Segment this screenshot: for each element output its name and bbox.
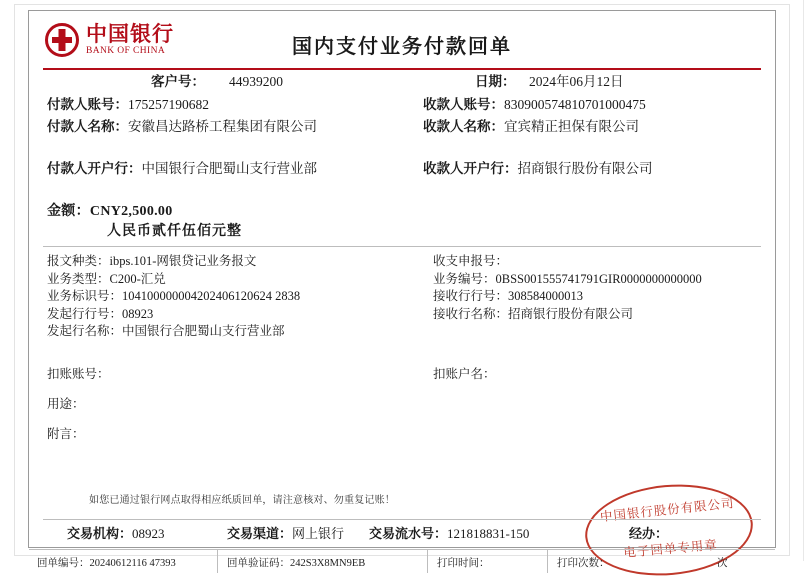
payer-name-label: 付款人名称：	[47, 119, 128, 134]
debit-account-name-label: 扣账户名：	[433, 366, 496, 381]
declaration-no-label: 收支申报号：	[433, 254, 509, 268]
amount-in-words: 人民币贰仟伍佰元整	[107, 224, 242, 239]
header-divider	[43, 68, 761, 70]
originator-bank-no-value: 08923	[122, 306, 154, 321]
biz-id-label: 业务标识号：	[47, 289, 123, 303]
detail-row	[433, 288, 763, 306]
verify-code	[227, 555, 365, 570]
payee-bank-value: 招商银行股份有限公司	[517, 161, 653, 176]
transaction-operator	[629, 523, 668, 542]
receipt-no	[37, 555, 176, 570]
payee-bank	[423, 158, 653, 180]
transaction-channel-label: 交易渠道：	[227, 526, 293, 541]
print-time	[437, 555, 490, 570]
verify-code-label: 回单验证码：	[227, 558, 290, 569]
detail-row	[47, 253, 427, 271]
seal-bottom-text: 电子回单专用章	[622, 537, 719, 561]
payer-account-label: 付款人账号：	[47, 97, 128, 112]
row-name	[29, 116, 775, 138]
transaction-org	[67, 523, 165, 542]
payer-name-value: 安徽昌达路桥工程集团有限公司	[128, 119, 317, 134]
print-time-label: 打印时间：	[437, 558, 490, 569]
amount-line	[47, 200, 757, 220]
receiver-bank-no-label: 接收行行号：	[433, 289, 509, 303]
bank-name-cn: 中国银行	[86, 22, 174, 47]
transaction-channel	[227, 523, 344, 542]
transaction-divider	[43, 519, 761, 520]
seal-top-text: 中国银行股份有限公司	[599, 496, 736, 525]
print-count	[557, 555, 610, 570]
debit-account-name-row	[433, 359, 496, 389]
row-bank	[29, 158, 775, 180]
customer-no-value: 44939200	[229, 74, 283, 89]
receiver-bank-name-label: 接收行名称：	[433, 306, 509, 321]
transaction-operator-label: 经办：	[629, 526, 669, 541]
payer-bank-label: 付款人开户行：	[47, 161, 142, 176]
amount-block	[29, 200, 775, 240]
purpose-row	[47, 389, 757, 419]
transaction-org-label: 交易机构：	[67, 526, 133, 541]
page-right-edge	[803, 0, 804, 561]
transaction-row	[29, 523, 775, 549]
originator-bank-name-value: 中国银行合肥蜀山支行营业部	[122, 324, 285, 338]
msg-type-label: 报文种类：	[47, 254, 110, 268]
page-title: 国内支付业务付款回单	[292, 36, 512, 58]
payee-account	[423, 94, 646, 116]
receipt-body	[29, 71, 775, 569]
postscript-label: 附言：	[47, 426, 85, 441]
payee-account-value: 830900574810701000475	[504, 97, 646, 112]
detail-row	[433, 253, 763, 271]
payer-account	[47, 94, 209, 116]
date-label: 日期：	[475, 74, 516, 89]
row-account	[29, 94, 775, 116]
receipt-header	[29, 11, 775, 67]
amount-value: CNY2,500.00	[89, 204, 173, 219]
mid-section	[29, 341, 775, 449]
amount-label: 金额：	[47, 204, 90, 219]
payer-bank-value: 中国银行合肥蜀山支行营业部	[141, 161, 317, 176]
detail-row	[47, 306, 427, 324]
payment-receipt	[28, 10, 776, 569]
purpose-label: 用途：	[47, 396, 85, 411]
receipt-no-value: 20240612116 47393	[89, 558, 176, 569]
debit-account-no-label: 扣账账号：	[47, 366, 110, 381]
originator-bank-name-label: 发起行名称：	[47, 324, 123, 338]
verify-code-value: 242S3X8MN9EB	[290, 558, 366, 569]
row-customer-date	[29, 71, 775, 94]
debit-account-no-row	[47, 359, 757, 389]
detail-row	[433, 306, 763, 324]
detail-row	[47, 323, 427, 341]
receiver-bank-name-value: 招商银行股份有限公司	[508, 306, 634, 321]
transaction-serial	[369, 523, 529, 542]
payee-bank-label: 收款人开户行：	[423, 161, 518, 176]
print-count-value: 次	[717, 558, 728, 569]
print-count-label: 打印次数：	[557, 558, 610, 569]
customer-no-label: 客户号：	[151, 74, 205, 89]
payee-name-value: 宜宾精正担保有限公司	[504, 119, 639, 134]
receipt-no-label: 回单编号：	[37, 558, 90, 569]
bank-name-en: BANK OF CHINA	[86, 45, 166, 56]
transaction-serial-value: 121818831-150	[447, 526, 530, 541]
details-left-column	[47, 253, 427, 341]
payer-account-value: 175257190682	[128, 97, 209, 112]
biz-type-value: C200-汇兑	[109, 271, 166, 286]
transaction-channel-value: 网上银行	[292, 526, 345, 541]
payee-name-label: 收款人名称：	[423, 119, 504, 134]
receiver-bank-no-value: 308584000013	[508, 289, 584, 303]
transaction-serial-label: 交易流水号：	[369, 526, 448, 541]
detail-row	[433, 271, 763, 289]
biz-id-value: 104100000004202406120624 2838	[122, 289, 301, 303]
date-value: 2024年06月12日	[529, 74, 624, 89]
originator-bank-no-label: 发起行行号：	[47, 306, 123, 321]
receipt-footer	[29, 550, 775, 573]
biz-type-label: 业务类型：	[47, 271, 110, 286]
details-right-column	[433, 253, 763, 323]
payee-name	[423, 116, 639, 138]
detail-row	[47, 271, 427, 289]
transaction-org-value: 08923	[132, 526, 165, 541]
details-section	[29, 247, 775, 341]
payer-bank	[47, 158, 317, 180]
biz-no-label: 业务编号：	[433, 271, 496, 286]
receipt-note: 如您已通过银行网点取得相应纸质回单，请注意核对、勿重复记账！	[89, 495, 395, 506]
postscript-row	[47, 419, 757, 449]
msg-type-value: ibps.101-网银贷记业务报文	[109, 254, 257, 268]
detail-row	[47, 288, 427, 306]
payee-account-label: 收款人账号：	[423, 97, 504, 112]
payer-name	[47, 116, 317, 138]
biz-no-value: 0BSS001555741791GIR0000000000000	[495, 271, 702, 286]
